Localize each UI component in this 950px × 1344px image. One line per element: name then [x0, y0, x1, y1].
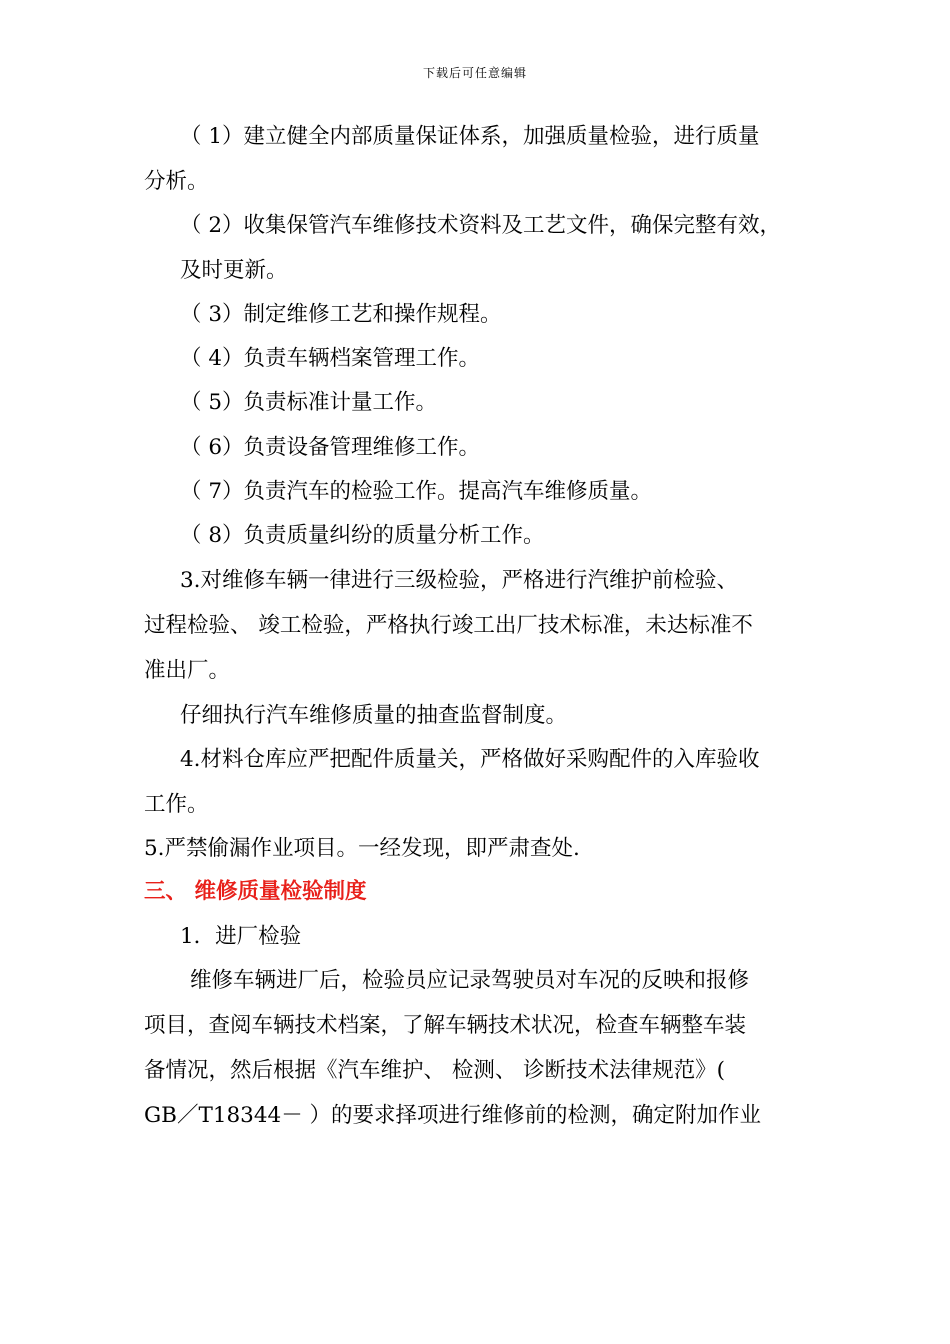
text-line: （ 4）负责车辆档案管理工作。 [180, 346, 481, 371]
section-heading: 三、 维修质量检验制度 [144, 879, 367, 904]
text-line: 3.对维修车辆一律进行三级检验，严格进行汽维护前检验、 [180, 568, 739, 593]
text-line: 过程检验、 竣工检验，严格执行竣工出厂技术标准，未达标准不 [144, 613, 753, 638]
text-line: （ 2）收集保管汽车维修技术资料及工艺文件，确保完整有效， [180, 213, 782, 238]
text-line: 备情况，然后根据《汽车维护、 检测、 诊断技术法律规范》( [144, 1058, 726, 1083]
text-line: （ 7）负责汽车的检验工作。提高汽车维修质量。 [180, 479, 653, 504]
text-line: （ 5）负责标准计量工作。 [180, 390, 438, 415]
subsection-heading: 1．进厂检验 [180, 924, 302, 949]
text-line: 4.材料仓库应严把配件质量关，严格做好采购配件的入库验收 [180, 747, 760, 772]
text-line: （ 3）制定维修工艺和操作规程。 [180, 302, 502, 327]
text-line: 及时更新。 [180, 258, 288, 283]
text-line: 工作。 [144, 792, 209, 817]
text-line: 5.严禁偷漏作业项目。一经发现，即严肃查处. [144, 836, 580, 861]
text-line: GB／T18344－ ）的要求择项进行维修前的检测，确定附加作业 [144, 1103, 762, 1128]
text-line: （ 8）负责质量纠纷的质量分析工作。 [180, 523, 545, 548]
text-line: （ 1）建立健全内部质量保证体系，加强质量检验，进行质量 [180, 124, 760, 149]
text-line: 维修车辆进厂后，检验员应记录驾驶员对车况的反映和报修 [190, 968, 750, 993]
text-line: 分析。 [144, 169, 209, 194]
page-header: 下载后可任意编辑 [422, 66, 527, 80]
text-line: 准出厂。 [144, 658, 231, 683]
text-line: 仔细执行汽车维修质量的抽查监督制度。 [180, 703, 568, 728]
text-line: （ 6）负责设备管理维修工作。 [180, 435, 481, 460]
text-line: 项目，查阅车辆技术档案，了解车辆技术状况，检查车辆整车装 [144, 1013, 747, 1038]
